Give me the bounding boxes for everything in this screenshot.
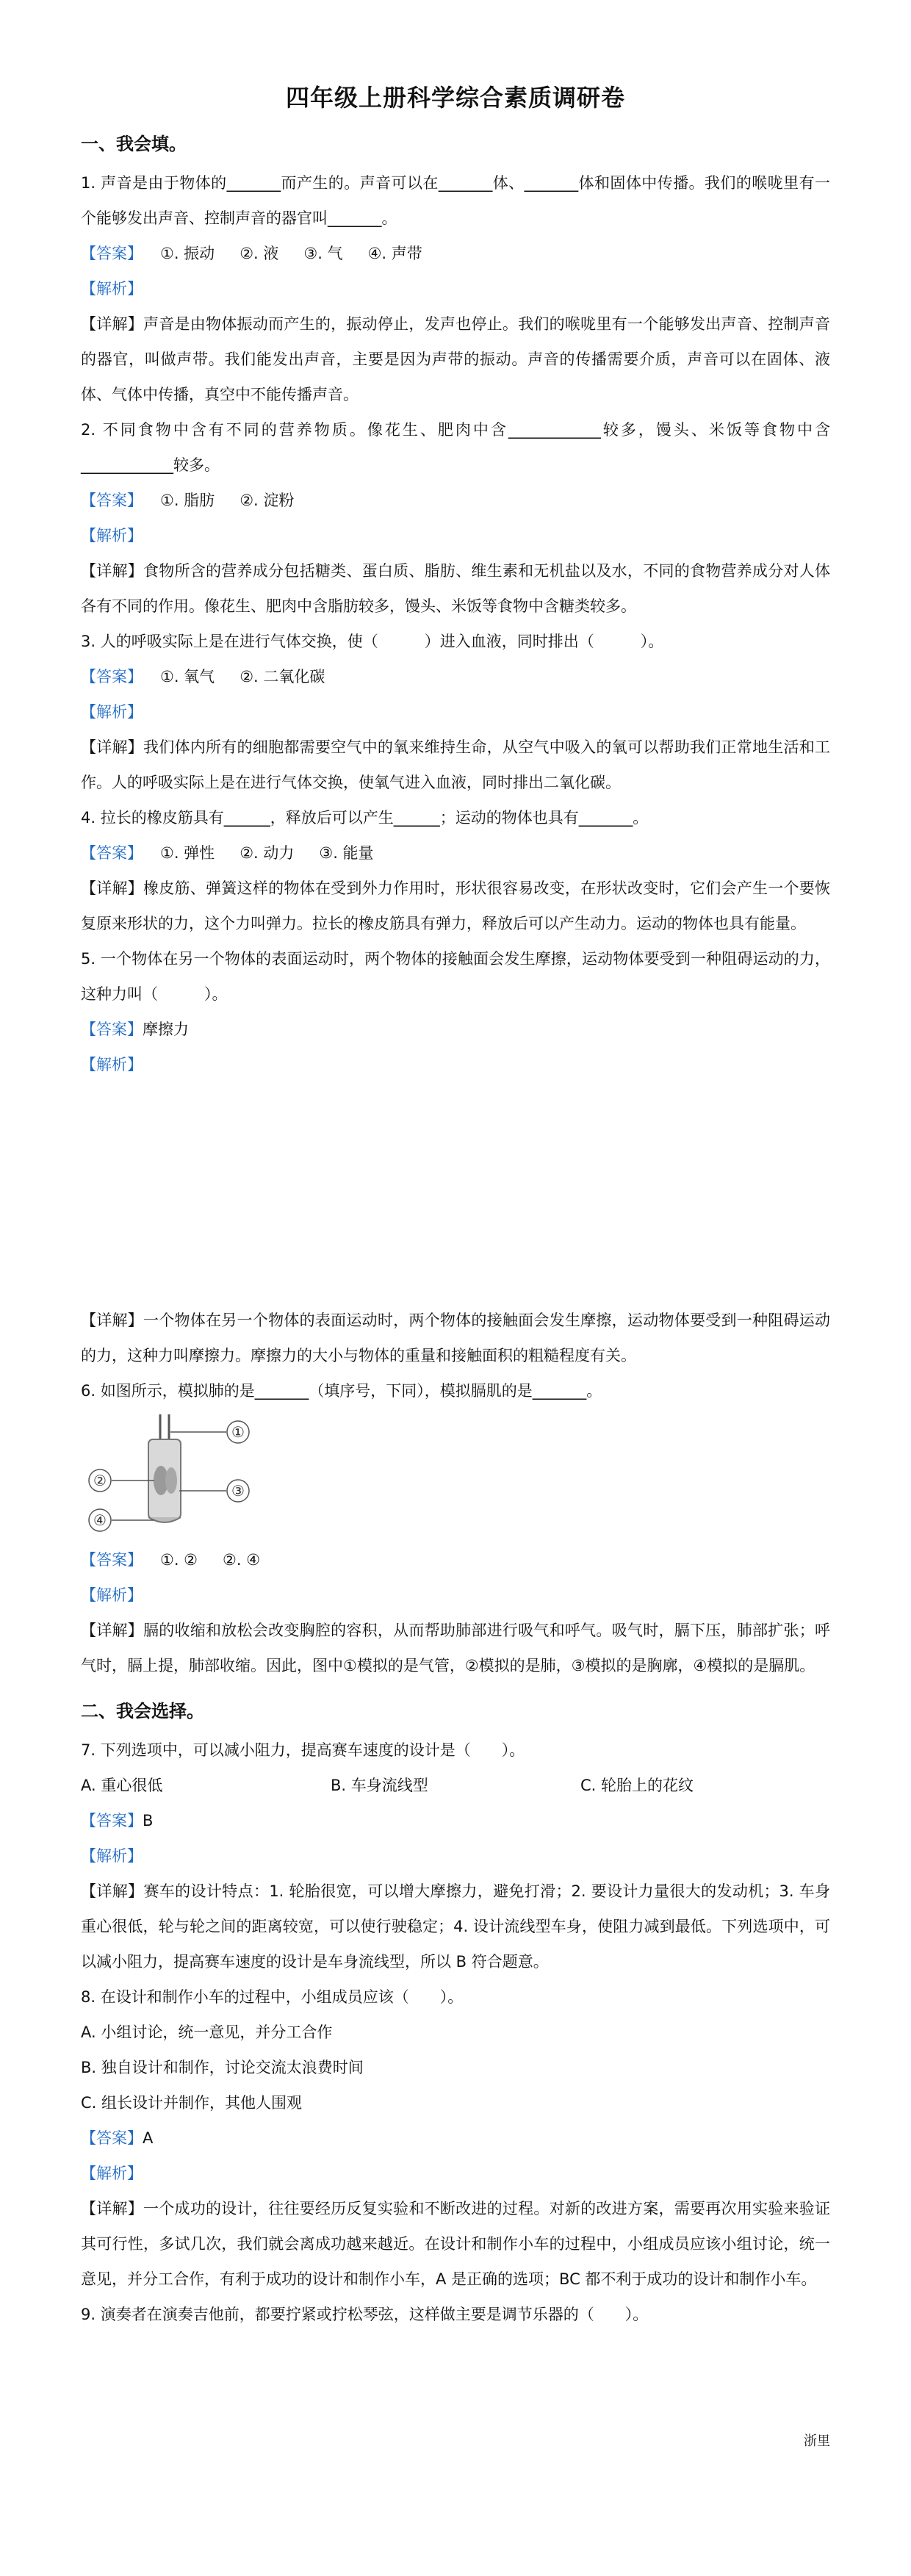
answer-item: ②. ④: [223, 1551, 261, 1569]
answer-6: [81, 1542, 830, 1577]
answer-tag: 【答案】: [81, 668, 143, 686]
question-9: 9. 演奏者在演奏吉他前，都要拧紧或拧松琴弦，这样做主要是调节乐器的（ ）。: [81, 2306, 649, 2323]
answer-1: [81, 236, 830, 271]
detail-2: 【详解】食物所含的营养成分包括糖类、蛋白质、脂肪、维生素和无机盐以及水，不同的食物营养成分对人体各有不同的作用。像花生、肥肉中含脂肪较多，馒头、米饭等食物中含糖类较多。: [81, 562, 830, 615]
detail-6: 【详解】膈的收缩和放松会改变胸腔的容积，从而帮助肺部进行吸气和呼气。吸气时，膈下压，肺部扩张；呼气时，膈上提，肺部收缩。因此，图中①模拟的是气管，②模拟的是肺，③模拟的是胸廓，④模拟的是膈肌。: [81, 1622, 830, 1674]
section-heading-fill: 一、我会填。: [81, 134, 187, 154]
analysis-tag: 【解析】: [81, 1056, 143, 1073]
answer-5: [81, 1012, 830, 1047]
question-5: 5. 一个物体在另一个物体的表面运动时，两个物体的接触面会发生摩擦，运动物体要受到一种阻碍运动的力，这种力叫（ ）。: [81, 950, 830, 1003]
answer-item: ③. 能量: [319, 844, 374, 862]
detail-3: 【详解】我们体内所有的细胞都需要空气中的氧来维持生命，从空气中吸入的氧可以帮助我们正常地生活和工作。人的呼吸实际上是在进行气体交换，使氧气进入血液，同时排出二氧化碳。: [81, 738, 830, 791]
answer-tag: 【答案】: [81, 492, 143, 509]
detail-4: 【详解】橡皮筋、弹簧这样的物体在受到外力作用时，形状很容易改变，在形状改变时，它们会产生一个要恢复原来形状的力，这个力叫弹力。拉长的橡皮筋具有弹力，释放后可以产生动力。运动的物体也具有能量。: [81, 879, 830, 932]
detail-5: 【详解】一个物体在另一个物体的表面运动时，两个物体的接触面会发生摩擦，运动物体要受到一种阻碍运动的力，这种力叫摩擦力。摩擦力的大小与物体的重量和接触面积的粗糙程度有关。: [81, 1312, 830, 1364]
answer-tag: 【答案】: [81, 1021, 143, 1038]
option-c: C. 组长设计并制作，其他人围观: [81, 2094, 303, 2112]
question-2: 2. 不同食物中含有不同的营养物质。像花生、肥肉中含____________较多，馒头、米饭等食物中含____________较多。: [81, 421, 830, 474]
answer-tag: 【答案】: [81, 2129, 143, 2147]
lung-model-figure: [81, 1410, 830, 1538]
option-c: C. 轮胎上的花纹: [580, 1777, 694, 1794]
option-b: B. 独自设计和制作，讨论交流太浪费时间: [81, 2059, 364, 2076]
option-a: A. 小组讨论，统一意见，并分工合作: [81, 2023, 333, 2041]
analysis-tag: 【解析】: [81, 280, 143, 298]
option-a: A. 重心很低: [81, 1777, 163, 1794]
page-title: 四年级上册科学综合素质调研卷: [285, 84, 625, 112]
answer-item: ①. 振动: [160, 245, 215, 262]
answer-item: ②. 淀粉: [240, 492, 295, 509]
question-4: 4. 拉长的橡皮筋具有______，释放后可以产生______；运动的物体也具有_______。: [81, 809, 649, 827]
answer-7: [81, 1803, 830, 1838]
analysis-tag: 【解析】: [81, 1586, 143, 1604]
figure-label: ③: [231, 1482, 245, 1500]
answer-item: A: [143, 2129, 154, 2147]
answer-tag: 【答案】: [81, 1551, 143, 1569]
analysis-tag: 【解析】: [81, 527, 143, 544]
answer-item: ②. 二氧化碳: [240, 668, 325, 686]
answer-3: [81, 659, 830, 694]
answer-item: ①. 弹性: [160, 844, 215, 862]
figure-label: ②: [93, 1472, 107, 1489]
question-6: 6. 如图所示，模拟肺的是_______（填序号，下同），模拟膈肌的是_______。: [81, 1382, 602, 1400]
question-1: 1. 声音是由于物体的_______而产生的。声音可以在_______体、_______体和固体中传播。我们的喉咙里有一个能够发出声音、控制声音的器官叫_______。: [81, 174, 830, 227]
answer-item: ①. ②: [160, 1551, 198, 1569]
analysis-tag: 【解析】: [81, 703, 143, 721]
answer-item: ②. 动力: [240, 844, 295, 862]
answer-tag: 【答案】: [81, 245, 143, 262]
analysis-tag: 【解析】: [81, 1847, 143, 1865]
question-7: 7. 下列选项中，可以减小阻力，提高赛车速度的设计是（ ）。: [81, 1741, 525, 1759]
detail-7: 【详解】赛车的设计特点：1. 轮胎很宽，可以增大摩擦力，避免打滑；2. 要设计力量很大的发动机；3. 车身重心很低，轮与轮之间的距离较宽，可以使行驶稳定；4. 设计流线型车身，使阻力减到最低。下列选项中，可以减小阻力，提高赛车速度的设计是车身流线型，所以 B 符合题意。: [81, 1882, 830, 1971]
answer-item: ①. 脂肪: [160, 492, 215, 509]
blank-space: [81, 1082, 830, 1303]
answer-tag: 【答案】: [81, 844, 143, 862]
page-footer: 浙里: [804, 2433, 830, 2449]
options-7: [81, 1768, 830, 1803]
section-heading-choice: 二、我会选择。: [81, 1701, 204, 1721]
figure-label: ④: [93, 1511, 107, 1529]
analysis-tag: 【解析】: [81, 2165, 143, 2182]
answer-tag: 【答案】: [81, 1812, 143, 1830]
answer-4: [81, 835, 830, 871]
detail-1: 【详解】声音是由物体振动而产生的，振动停止，发声也停止。我们的喉咙里有一个能够发出声音、控制声音的器官，叫做声带。我们能发出声音，主要是因为声带的振动。声音的传播需要介质，声音可以在固体、液体、气体中传播，真空中不能传播声音。: [81, 315, 830, 403]
answer-8: [81, 2120, 830, 2156]
figure-label: ①: [231, 1423, 245, 1441]
answer-item: ④. 声带: [367, 245, 422, 262]
answer-item: B: [143, 1812, 154, 1830]
answer-item: ①. 氧气: [160, 668, 215, 686]
question-8: 8. 在设计和制作小车的过程中，小组成员应该（ ）。: [81, 1988, 464, 2006]
answer-item: ③. 气: [303, 245, 343, 262]
question-3: 3. 人的呼吸实际上是在进行气体交换，使（ ）进入血液，同时排出（ ）。: [81, 633, 664, 650]
answer-item: 摩擦力: [143, 1021, 189, 1038]
option-b: B. 车身流线型: [331, 1777, 428, 1794]
lung-model-diagram: [81, 1410, 272, 1538]
answer-2: [81, 483, 830, 518]
answer-item: ②. 液: [240, 245, 279, 262]
detail-8: 【详解】一个成功的设计，往往要经历反复实验和不断改进的过程。对新的改进方案，需要再次用实验来验证其可行性，多试几次，我们就会离成功越来越近。在设计和制作小车的过程中，小组成员应该小组讨论，统一意见，并分工合作，有利于成功的设计和制作小车，A 是正确的选项；BC 都不利于成功的设计和制作小车。: [81, 2200, 830, 2288]
